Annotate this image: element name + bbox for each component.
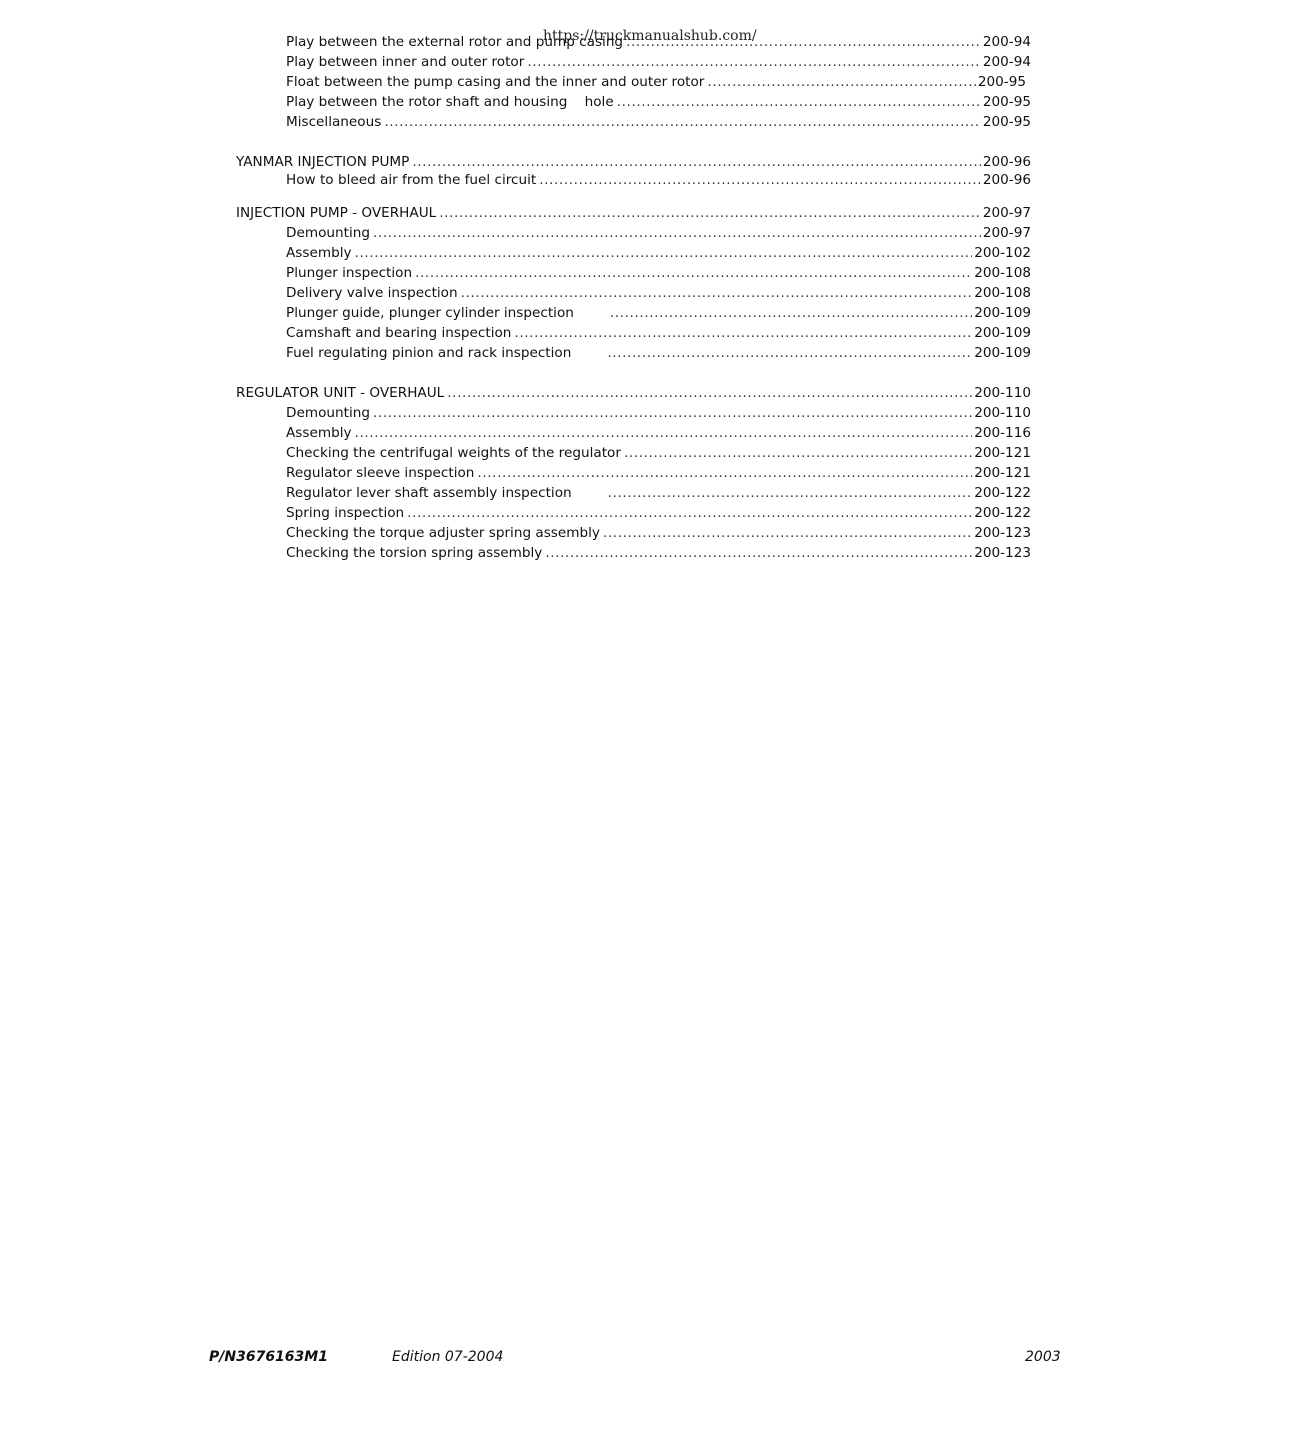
dot-leader [384,112,981,132]
toc-entry[interactable] [236,503,1031,523]
toc-entry-label: Assembly [286,425,352,441]
toc-entry-page: 200-121 [974,445,1031,461]
toc-entry[interactable] [236,283,1031,303]
toc-entry-label: Play between the external rotor and pump casing [286,34,624,50]
dot-leader [412,152,980,172]
table-of-contents [236,32,1031,563]
dot-leader [415,263,972,283]
toc-entry-page: 200-110 [974,405,1031,421]
dot-leader [355,423,973,443]
dot-leader [707,72,975,92]
toc-section-heading[interactable] [236,383,1031,403]
dot-leader [373,403,972,423]
toc-section-heading[interactable] [236,152,1031,172]
toc-entry[interactable] [236,243,1031,263]
watermark-url: https://truckmanualshub.com/ [543,28,757,44]
toc-entry-page: 200-108 [974,265,1031,281]
dot-leader [477,463,972,483]
toc-entry[interactable] [236,32,1031,52]
dot-leader [373,223,981,243]
footer-edition: Edition 07-2004 [392,1349,504,1365]
dot-leader [539,170,981,190]
toc-section-heading[interactable] [236,203,1031,223]
footer-part-number: P/N3676163M1 [209,1349,328,1365]
toc-entry-page: 200-110 [974,385,1031,401]
toc-entry-page: 200-96 [982,172,1031,188]
toc-entry[interactable] [236,403,1031,423]
toc-entry-page: 200-109 [974,345,1031,361]
toc-entry-label: Plunger guide, plunger cylinder inspection [286,305,574,321]
toc-entry[interactable] [236,170,1031,190]
dot-leader [626,32,981,52]
dot-leader [407,503,972,523]
toc-entry-page: 200-97 [982,205,1031,221]
toc-entry-page: 200-123 [974,525,1031,541]
toc-entry-page: 200-95 [982,114,1031,130]
toc-entry-label: INJECTION PUMP - OVERHAUL [236,205,437,221]
toc-entry-label: Regulator lever shaft assembly inspection [286,485,572,501]
toc-entry-page: 200-122 [974,505,1031,521]
dot-leader [447,383,972,403]
dot-leader [610,303,972,323]
dot-leader [545,543,972,563]
dot-leader [608,483,973,503]
toc-entry-label: Demounting [286,225,370,241]
toc-entry-page: 200-97 [982,225,1031,241]
toc-entry-label: Demounting [286,405,370,421]
toc-entry-page: 200-95 [982,94,1031,110]
toc-entry-page: 200-123 [974,545,1031,561]
toc-entry-label: Camshaft and bearing inspection [286,325,512,341]
toc-entry[interactable] [236,263,1031,283]
toc-entry-label: Regulator sleeve inspection [286,465,475,481]
toc-entry-label: Checking the centrifugal weights of the regulator [286,445,621,461]
toc-entry-page: 200-109 [974,305,1031,321]
toc-entry-label: Spring inspection [286,505,405,521]
toc-entry-page: 200-96 [982,154,1031,170]
toc-entry[interactable] [236,483,1031,503]
toc-entry-page: 200-94 [982,34,1031,50]
toc-entry[interactable] [236,52,1031,72]
toc-entry[interactable] [236,443,1031,463]
toc-entry-label: Float between the pump casing and the inner and outer rotor [286,74,705,90]
toc-entry-label: Fuel regulating pinion and rack inspection [286,345,572,361]
toc-entry[interactable] [236,523,1031,543]
toc-entry-page: 200-116 [974,425,1031,441]
toc-entry[interactable] [236,72,1031,92]
toc-entry[interactable] [236,343,1031,363]
toc-entry-page: 200-109 [974,325,1031,341]
dot-leader [439,203,981,223]
toc-entry-label: Assembly [286,245,352,261]
toc-entry-label: YANMAR INJECTION PUMP [236,154,410,170]
toc-entry-page: 200-95 [977,74,1026,90]
toc-entry-label: Play between inner and outer rotor [286,54,525,70]
toc-entry-page: 200-102 [974,245,1031,261]
dot-leader [617,92,981,112]
toc-entry-page: 200-122 [974,485,1031,501]
toc-entry-label: How to bleed air from the fuel circuit [286,172,537,188]
toc-entry-label: Play between the rotor shaft and housing hole [286,94,614,110]
toc-entry[interactable] [236,92,1031,112]
dot-leader [624,443,972,463]
toc-entry-label: Checking the torque adjuster spring assembly [286,525,600,541]
toc-entry[interactable] [236,543,1031,563]
toc-entry-label: Miscellaneous [286,114,382,130]
toc-entry[interactable] [236,223,1031,243]
toc-entry-label: Checking the torsion spring assembly [286,545,543,561]
dot-leader [355,243,973,263]
toc-entry-label: REGULATOR UNIT - OVERHAUL [236,385,445,401]
toc-entry-page: 200-108 [974,285,1031,301]
footer-year: 2003 [1025,1349,1061,1365]
toc-entry[interactable] [236,463,1031,483]
dot-leader [603,523,972,543]
toc-entry-page: 200-121 [974,465,1031,481]
toc-entry[interactable] [236,112,1031,132]
toc-entry[interactable] [236,423,1031,443]
dot-leader [607,343,972,363]
toc-entry-page: 200-94 [982,54,1031,70]
toc-entry[interactable] [236,303,1031,323]
dot-leader [527,52,981,72]
dot-leader [461,283,973,303]
dot-leader [514,323,972,343]
toc-entry-label: Plunger inspection [286,265,413,281]
toc-entry[interactable] [236,323,1031,343]
toc-entry-label: Delivery valve inspection [286,285,458,301]
